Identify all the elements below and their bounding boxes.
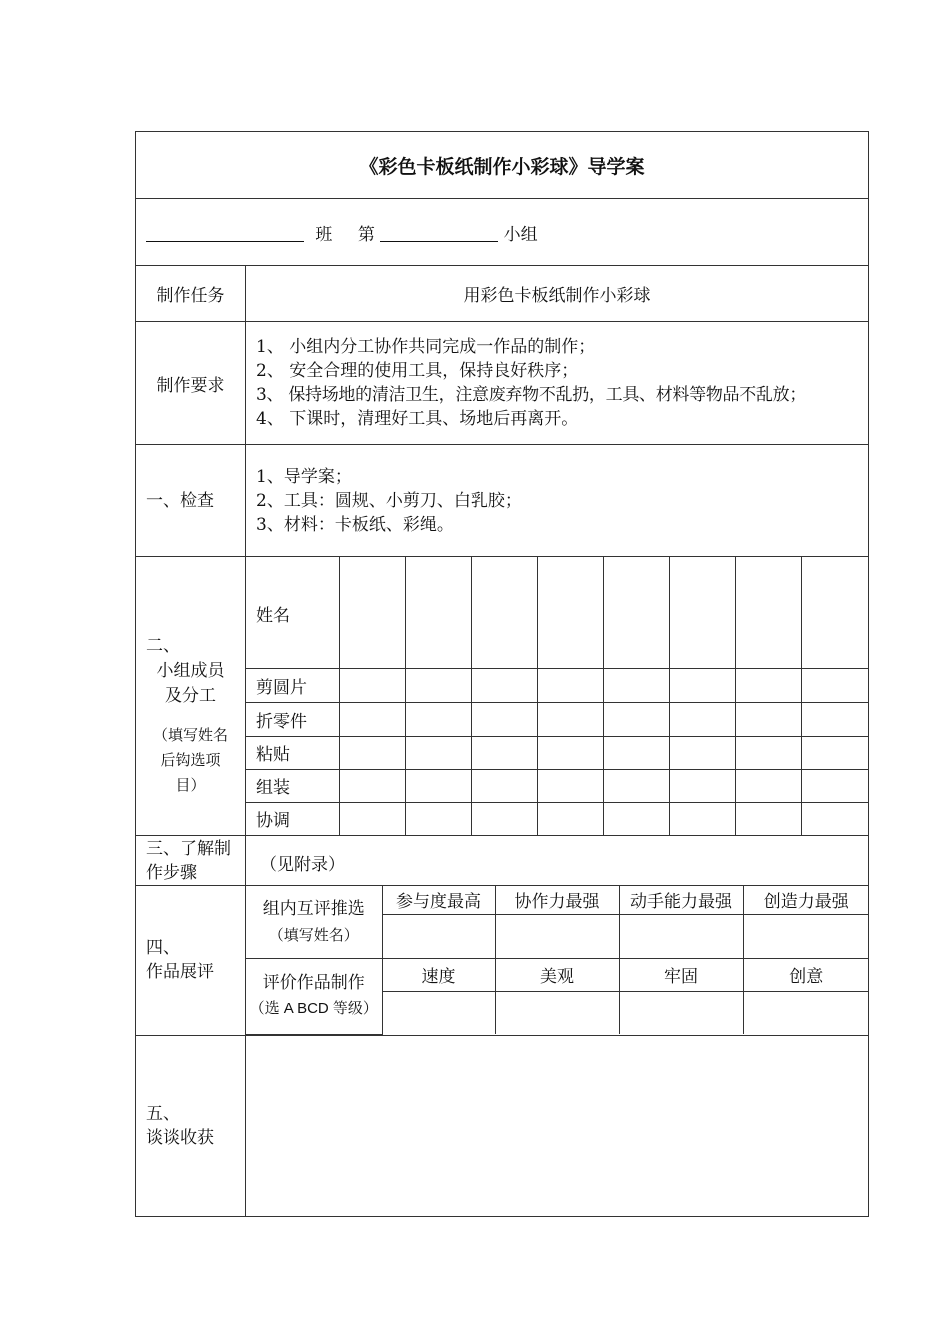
showcase-grid-cell (246, 886, 869, 1036)
eval-col-header: 创意 (743, 958, 869, 991)
steps-label-line1: 三、了解制 (146, 838, 231, 859)
check-cell[interactable] (670, 668, 736, 702)
requirement-item: 2、 安全合理的使用工具，保持良好秩序； (256, 361, 579, 381)
members-row-label: 折零件 (246, 702, 339, 736)
check-cell[interactable] (339, 736, 405, 769)
check-cell[interactable] (537, 736, 603, 769)
eval-grade-cell[interactable] (495, 991, 619, 1034)
check-cell[interactable] (604, 668, 670, 702)
check-cell[interactable] (802, 802, 868, 835)
check-cell[interactable] (339, 802, 405, 835)
name-cell[interactable] (670, 557, 736, 668)
eval-col-header: 牢固 (619, 958, 743, 991)
name-cell[interactable] (736, 557, 802, 668)
check-cell[interactable] (339, 668, 405, 702)
members-row-label: 姓名 (246, 557, 339, 668)
task-label: 制作任务 (136, 266, 246, 322)
check-cell[interactable] (405, 769, 471, 802)
check-item: 1、导学案； (256, 466, 352, 487)
members-grid-cell (246, 557, 869, 836)
showcase-label-line2: 作品展评 (146, 962, 214, 983)
peer-col-header: 参与度最高 (382, 886, 495, 914)
members-label-line3: 及分工 (165, 686, 216, 706)
check-cell[interactable] (736, 702, 802, 736)
peer-vote-cell[interactable] (495, 914, 619, 958)
class-group-line (136, 199, 869, 266)
name-cell[interactable] (405, 557, 471, 668)
showcase-label (136, 886, 246, 1036)
check-cell[interactable] (736, 668, 802, 702)
check-cell[interactable] (604, 736, 670, 769)
check-cell[interactable] (339, 702, 405, 736)
members-label (136, 557, 246, 836)
check-cell[interactable] (670, 769, 736, 802)
showcase-label-line1: 四、 (146, 938, 180, 959)
group-prefix: 第 (357, 224, 375, 245)
eval-label: 评价作品制作 (262, 973, 365, 993)
name-cell[interactable] (537, 557, 603, 668)
eval-col-header: 速度 (382, 958, 495, 991)
members-row-label: 组装 (246, 769, 339, 802)
group-blank[interactable] (380, 223, 498, 242)
requirements-label: 制作要求 (136, 322, 246, 445)
check-cell[interactable] (736, 736, 802, 769)
name-cell[interactable] (802, 557, 868, 668)
check-cell[interactable] (471, 802, 537, 835)
name-cell[interactable] (471, 557, 537, 668)
check-cell[interactable] (670, 702, 736, 736)
members-note-line1: （填写姓名 (152, 726, 228, 744)
check-cell[interactable] (471, 736, 537, 769)
requirement-item: 3、 保持场地的清洁卫生，注意废弃物不乱扔，工具、材料等物品不乱放； (256, 385, 807, 405)
name-cell[interactable] (339, 557, 405, 668)
check-cell[interactable] (471, 769, 537, 802)
peer-label: 组内互评推选 (262, 898, 365, 919)
peer-vote-cell[interactable] (382, 914, 495, 958)
name-cell[interactable] (604, 557, 670, 668)
peer-label-cell (246, 886, 382, 958)
requirement-item: 1、 小组内分工协作共同完成一作品的制作； (256, 337, 596, 357)
peer-col-header: 协作力最强 (495, 886, 619, 914)
check-cell[interactable] (802, 668, 868, 702)
check-cell[interactable] (471, 668, 537, 702)
harvest-label-line2: 谈谈收获 (146, 1127, 214, 1148)
members-label-line2: 小组成员 (156, 661, 225, 681)
members-grid (246, 557, 868, 835)
check-cell[interactable] (537, 668, 603, 702)
harvest-label (136, 1035, 246, 1216)
members-row-label: 粘贴 (246, 736, 339, 769)
check-cell[interactable] (736, 802, 802, 835)
eval-col-header: 美观 (495, 958, 619, 991)
check-cell[interactable] (670, 736, 736, 769)
check-cell[interactable] (339, 769, 405, 802)
check-cell[interactable] (604, 802, 670, 835)
members-note-line3: 目） (175, 776, 206, 794)
members-row-label: 协调 (246, 802, 339, 835)
steps-label-line2: 作步骤 (146, 862, 197, 883)
class-blank[interactable] (146, 223, 304, 242)
check-item: 3、材料：卡板纸、彩绳。 (256, 514, 454, 535)
peer-col-header: 创造力最强 (743, 886, 869, 914)
requirement-item: 4、 下课时，清理好工具、场地后再离开。 (256, 409, 579, 429)
check-cell[interactable] (405, 736, 471, 769)
requirements-list (246, 322, 869, 445)
steps-label (136, 836, 246, 886)
eval-grade-cell[interactable] (743, 991, 869, 1034)
harvest-label-line1: 五、 (146, 1103, 180, 1124)
check-item: 2、工具：圆规、小剪刀、白乳胶； (256, 490, 522, 511)
check-cell[interactable] (604, 702, 670, 736)
check-cell[interactable] (802, 769, 868, 802)
check-cell[interactable] (802, 702, 868, 736)
eval-note: （选 A BCD 等级） (249, 1000, 378, 1017)
check-cell[interactable] (405, 668, 471, 702)
task-value: 用彩色卡板纸制作小彩球 (246, 266, 869, 322)
check-cell[interactable] (537, 802, 603, 835)
peer-vote-cell[interactable] (619, 914, 743, 958)
peer-note: （填写姓名） (268, 925, 359, 944)
check-cell[interactable] (802, 736, 868, 769)
eval-grade-cell[interactable] (382, 991, 495, 1034)
harvest-answer-area[interactable] (246, 1035, 869, 1216)
check-cell[interactable] (471, 702, 537, 736)
worksheet-table (135, 131, 869, 1217)
check-label: 一、检查 (136, 445, 246, 557)
showcase-grid (246, 886, 869, 1035)
members-label-line1: 二、 (146, 636, 180, 656)
page-title: 《彩色卡板纸制作小彩球》导学案 (136, 132, 869, 199)
check-cell[interactable] (604, 769, 670, 802)
check-cell[interactable] (405, 802, 471, 835)
eval-grade-cell[interactable] (619, 991, 743, 1034)
check-cell[interactable] (537, 702, 603, 736)
group-suffix: 小组 (503, 224, 538, 245)
class-label: 班 (315, 224, 333, 245)
check-cell[interactable] (736, 769, 802, 802)
worksheet (135, 131, 868, 1217)
peer-vote-cell[interactable] (743, 914, 869, 958)
eval-label-cell (246, 958, 382, 1034)
members-row-label: 剪圆片 (246, 668, 339, 702)
peer-col-header: 动手能力最强 (619, 886, 743, 914)
steps-value: （见附录） (246, 836, 869, 886)
members-note-line2: 后钩选项 (160, 751, 221, 769)
check-cell[interactable] (405, 702, 471, 736)
members-note (136, 723, 245, 798)
check-cell[interactable] (670, 802, 736, 835)
check-cell[interactable] (537, 769, 603, 802)
check-list (246, 445, 869, 557)
